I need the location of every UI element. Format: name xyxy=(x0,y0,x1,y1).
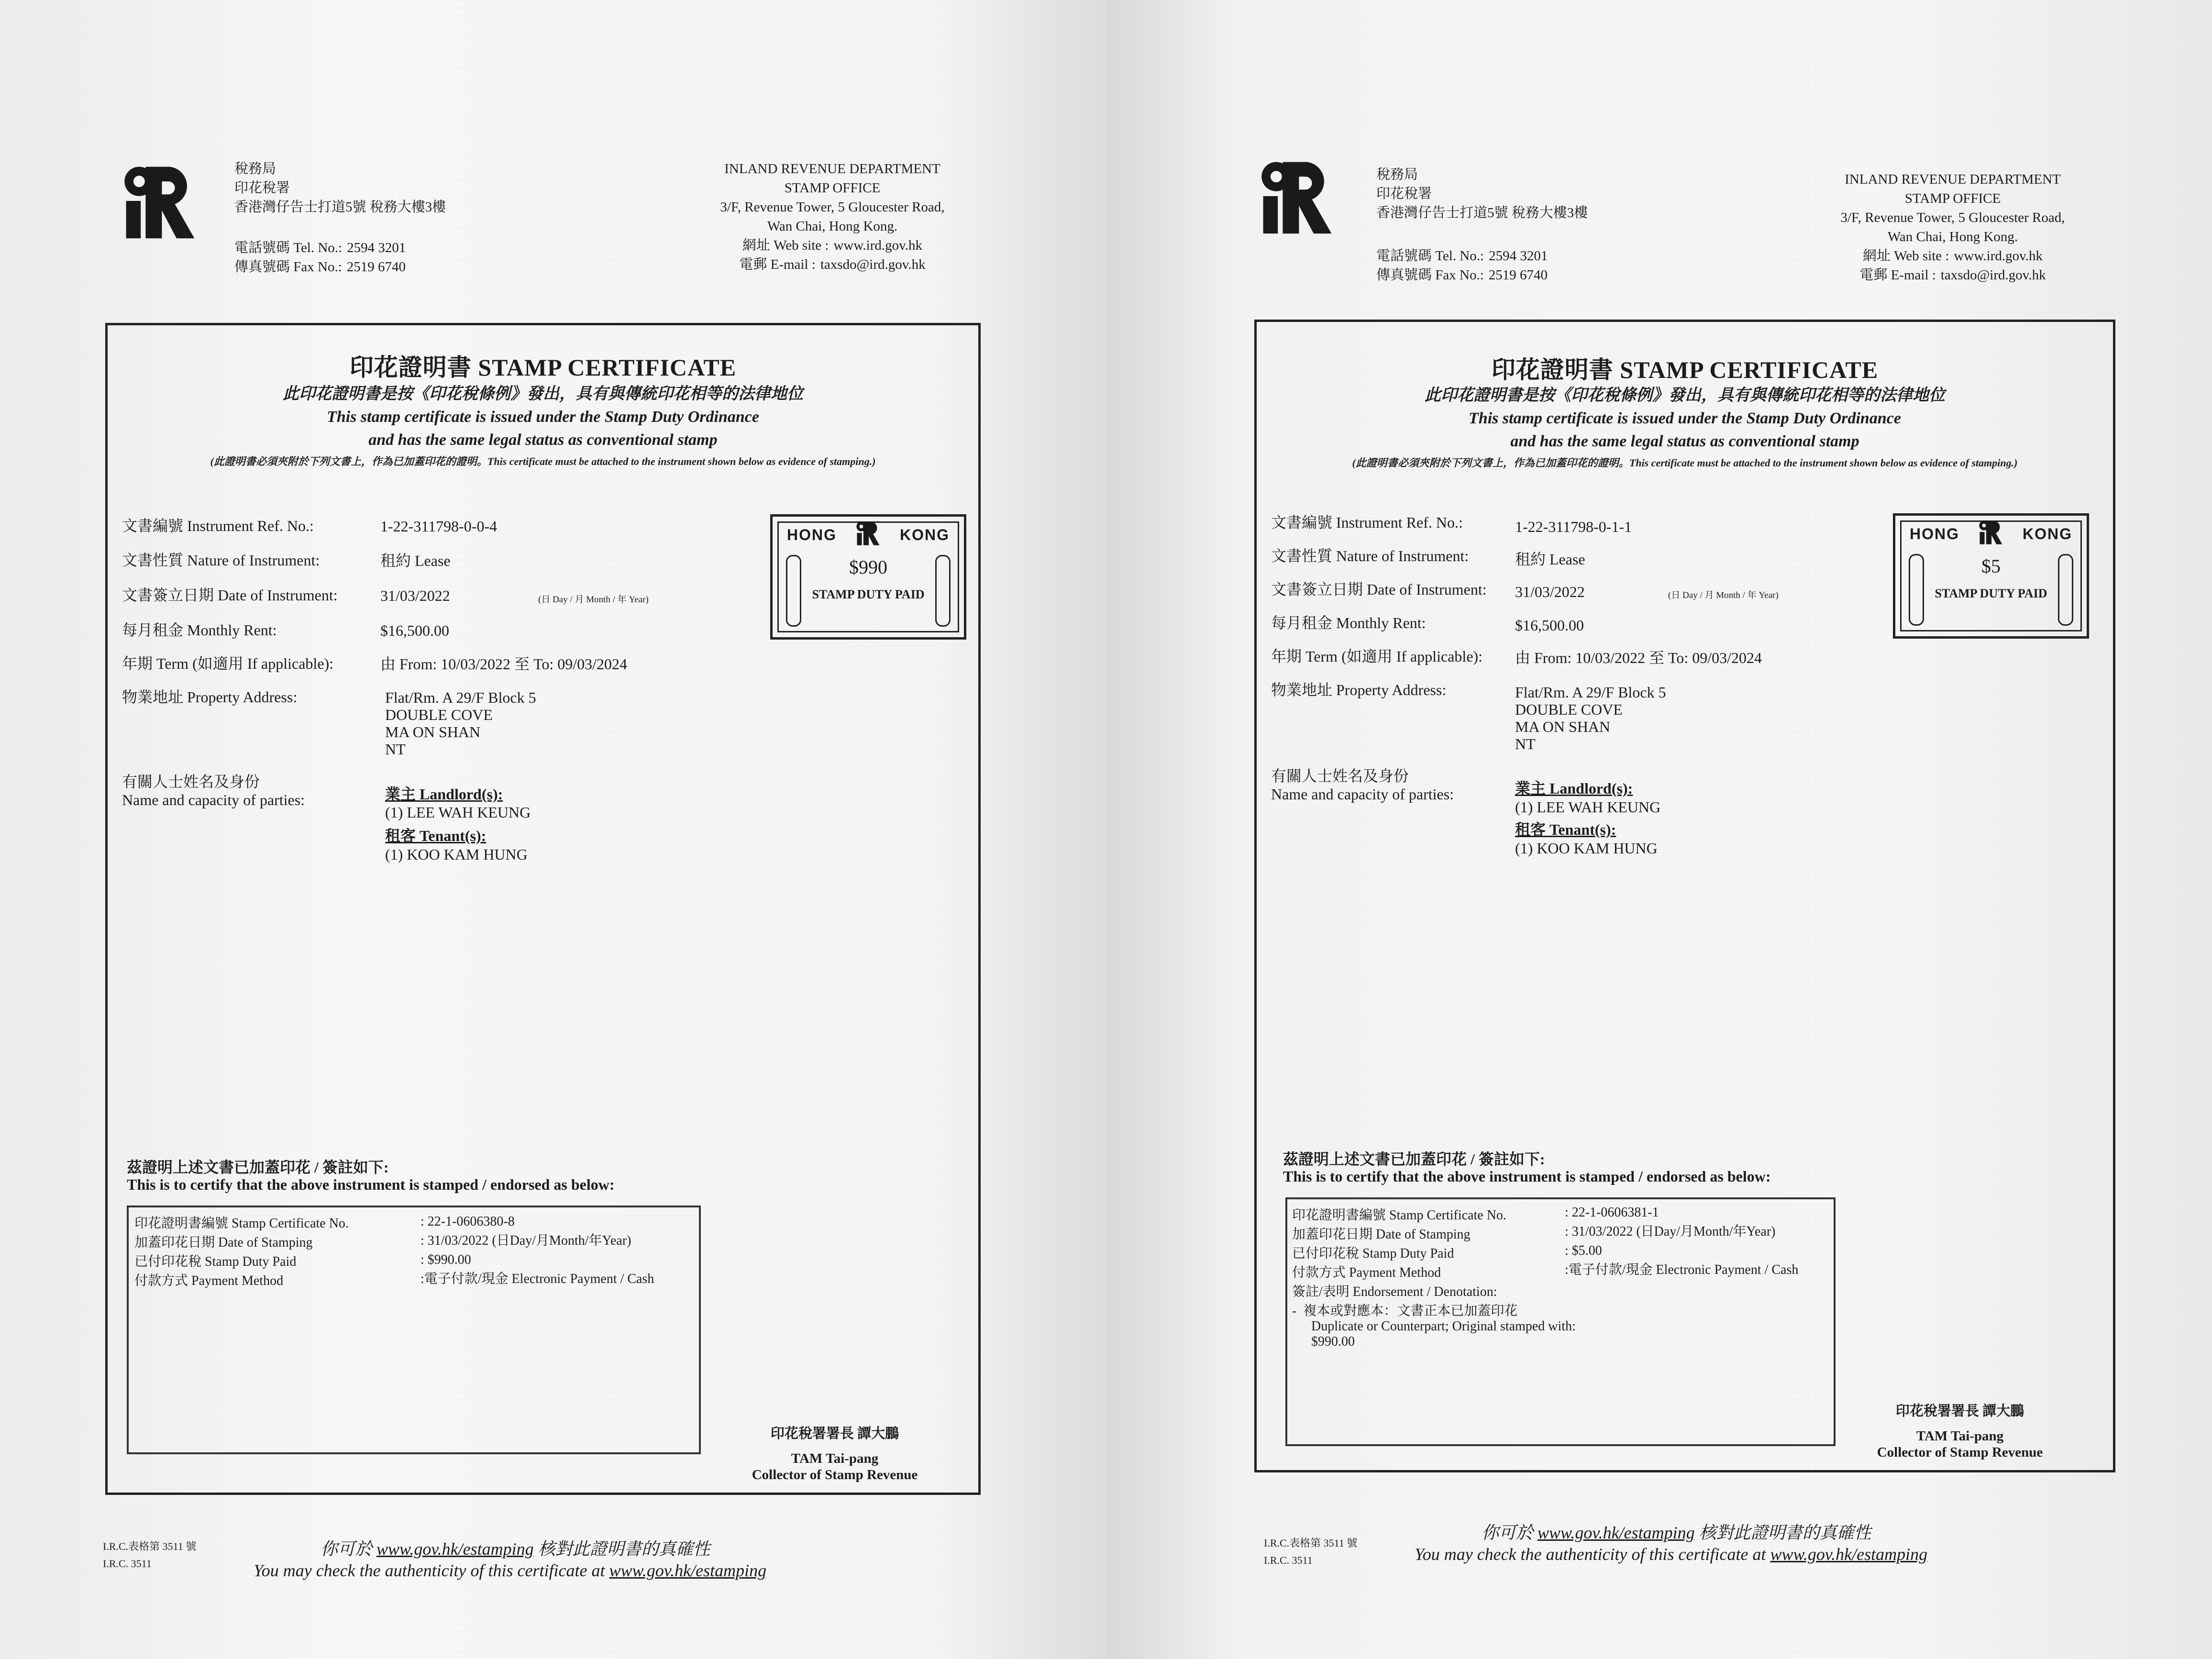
value-date: 31/03/2022 xyxy=(1515,583,1585,600)
estamping-link[interactable]: www.gov.hk/estamping xyxy=(1537,1523,1695,1542)
endorsement-text: - 複本或對應本：文書正本已加蓋印花 Duplicate or Counterpart; Original stamped with: $990.00 xyxy=(1292,1304,1576,1349)
website-link[interactable]: www.ird.gov.hk xyxy=(1954,248,2043,264)
tenant-heading: 租客 Tenant(s): xyxy=(385,827,487,844)
label-term: 年期 Term (如適用 If applicable): xyxy=(1271,648,1483,665)
stamping-date: : 31/03/2022 (日Day/月Month/年Year) xyxy=(1565,1224,1776,1239)
certificate-sub-en1: This stamp certificate is issued under the Stamp Duty Ordinance xyxy=(1469,409,1901,427)
tenant-name: (1) KOO KAM HUNG xyxy=(385,846,528,863)
certify-zh: 茲證明上述文書已加蓋印花 / 簽註如下: xyxy=(127,1159,389,1176)
label-term: 年期 Term (如適用 If applicable): xyxy=(122,655,334,672)
landlord-name: (1) LEE WAH KEUNG xyxy=(385,804,531,821)
estamping-link[interactable]: www.gov.hk/estamping xyxy=(1770,1545,1928,1564)
certificate-page-2 xyxy=(1106,0,2212,1659)
form-code: I.R.C.表格第 3511 號 I.R.C. 3511 xyxy=(1264,1537,1358,1566)
certify-en: This is to certify that the above instrument is stamped / endorsed as below: xyxy=(1283,1168,1771,1185)
certificate-title: 印花證明書 STAMP CERTIFICATE xyxy=(1491,356,1879,383)
label-date: 文書簽立日期 Date of Instrument: xyxy=(122,586,338,604)
duty-paid: : $990.00 xyxy=(420,1252,471,1267)
certificate-frame xyxy=(105,323,981,1495)
label-parties-zh: 有關人士姓名及身份 xyxy=(122,773,260,790)
label-address: 物業地址 Property Address: xyxy=(122,688,298,706)
header-zh-address: 稅務局 印花稅署 香港灣仔告士打道5號 稅務大樓3樓 xyxy=(234,161,446,215)
ird-logo-icon xyxy=(120,160,201,242)
ird-logo-icon xyxy=(1257,155,1338,237)
header-contact: 電話號碼 Tel. No.: 2594 3201 傳真號碼 Fax No.: 2519 6740 xyxy=(1376,248,1548,283)
header-en-address: INLAND REVENUE DEPARTMENT STAMP OFFICE 3/F, Revenue Tower, 5 Gloucester Road, Wan Chai, Hong Kong. 網址 Web site : www.ird.gov.hk 電郵 E-mail : taxsdo@ird.gov.hk xyxy=(720,161,945,272)
value-address: Flat/Rm. A 29/F Block 5 DOUBLE COVE MA ON SHAN NT xyxy=(385,689,536,758)
value-term: 由 From: 10/03/2022 至 To: 09/03/2024 xyxy=(1515,649,1762,666)
label-date: 文書簽立日期 Date of Instrument: xyxy=(1271,581,1487,598)
stamp-logo-icon xyxy=(1978,519,2004,545)
stamping-date: : 31/03/2022 (日Day/月Month/年Year) xyxy=(420,1233,631,1248)
payment-method: :電子付款/現金 Electronic Payment / Cash xyxy=(420,1272,654,1286)
stamping-details-box: 印花證明書編號 Stamp Certificate No. : 22-1-0606381-1 加蓋印花日期 Date of Stamping : 31/03/2022 (日Day/月Month/年Year) 已付印花稅 Stamp Duty Paid : $5.00 付款方式 Payment Method :電子付款/現金 Electronic Payment / Cash 簽註/表明 Endorsement / Denotation: - 複本或對應本：文書正本已加蓋印花 Duplicate or Counterpart; Original stamped with: $990.00 xyxy=(1285,1197,1836,1446)
value-ref: 1-22-311798-0-1-1 xyxy=(1515,518,1632,535)
label-address: 物業地址 Property Address: xyxy=(1271,681,1447,698)
value-date: 31/03/2022 xyxy=(380,587,450,604)
label-rent: 每月租金 Monthly Rent: xyxy=(1271,614,1426,631)
form-code: I.R.C.表格第 3511 號 I.R.C. 3511 xyxy=(103,1540,197,1570)
value-nature: 租約 Lease xyxy=(1515,551,1585,568)
estamping-link[interactable]: www.gov.hk/estamping xyxy=(609,1561,767,1580)
stamp-paid-label: STAMP DUTY PAID xyxy=(812,587,925,601)
stamp-certificate-no: : 22-1-0606381-1 xyxy=(1565,1205,1659,1220)
email-link[interactable]: taxsdo@ird.gov.hk xyxy=(1940,267,2046,283)
landlord-name: (1) LEE WAH KEUNG xyxy=(1515,798,1661,816)
certify-en: This is to certify that the above instrument is stamped / endorsed as below: xyxy=(127,1176,615,1193)
certify-zh: 茲證明上述文書已加蓋印花 / 簽註如下: xyxy=(1283,1150,1545,1168)
tenant-heading: 租客 Tenant(s): xyxy=(1515,821,1616,838)
stamping-details-box: 印花證明書編號 Stamp Certificate No. : 22-1-0606380-8 加蓋印花日期 Date of Stamping : 31/03/2022 (日Day/月Month/年Year) 已付印花稅 Stamp Duty Paid : $990.00 付款方式 Payment Method :電子付款/現金 Electronic Payment / Cash xyxy=(127,1206,701,1454)
footer-zh: 你可於 www.gov.hk/estamping 核對此證明書的真確性 xyxy=(1482,1523,1871,1542)
stamp-paid-label: STAMP DUTY PAID xyxy=(1935,586,2047,600)
header-en-address: INLAND REVENUE DEPARTMENT STAMP OFFICE 3/F, Revenue Tower, 5 Gloucester Road, Wan Chai, Hong Kong. 網址 Web site : www.ird.gov.hk 電郵 E-mail : taxsdo@ird.gov.hk xyxy=(1840,172,2065,283)
certificate-sub-en1: This stamp certificate is issued under the Stamp Duty Ordinance xyxy=(327,408,759,426)
header-contact: 電話號碼 Tel. No.: 2594 3201 傳真號碼 Fax No.: 2519 6740 xyxy=(234,240,406,275)
endorsement-label: 簽註/表明 Endorsement / Denotation: xyxy=(1292,1284,1497,1299)
value-term: 由 From: 10/03/2022 至 To: 09/03/2024 xyxy=(380,655,628,673)
certificate-title: 印花證明書 STAMP CERTIFICATE xyxy=(349,354,737,381)
payment-method: :電子付款/現金 Electronic Payment / Cash xyxy=(1565,1262,1799,1277)
label-parties-zh: 有關人士姓名及身份 xyxy=(1271,767,1409,785)
label-parties-en: Name and capacity of parties: xyxy=(1271,785,1454,803)
value-rent: $16,500.00 xyxy=(1515,617,1584,634)
value-rent: $16,500.00 xyxy=(380,622,449,639)
certificate-sub-en2: and has the same legal status as conventional stamp xyxy=(1510,432,1859,450)
certificate-sub-zh: 此印花證明書是按《印花稅條例》發出，具有與傳統印花相等的法律地位 xyxy=(283,385,803,403)
stamp-amount: $5 xyxy=(1981,555,2001,577)
website-link[interactable]: www.ird.gov.hk xyxy=(833,238,923,253)
certificate-sub-zh: 此印花證明書是按《印花稅條例》發出，具有與傳統印花相等的法律地位 xyxy=(1425,387,1945,404)
date-hint: (日 Day / 月 Month / 年 Year) xyxy=(538,595,649,605)
landlord-heading: 業主 Landlord(s): xyxy=(1515,780,1633,797)
stamp-duty-seal: HONG KONG $5 STAMP DUTY PAID xyxy=(1893,513,2089,639)
email-link[interactable]: taxsdo@ird.gov.hk xyxy=(820,257,926,272)
value-nature: 租約 Lease xyxy=(380,552,451,569)
landlord-heading: 業主 Landlord(s): xyxy=(385,785,503,803)
footer-en: You may check the authenticity of this certificate at www.gov.hk/estamping xyxy=(254,1561,767,1580)
label-rent: 每月租金 Monthly Rent: xyxy=(122,621,277,639)
label-nature: 文書性質 Nature of Instrument: xyxy=(1271,547,1469,564)
label-nature: 文書性質 Nature of Instrument: xyxy=(122,552,320,569)
estamping-link[interactable]: www.gov.hk/estamping xyxy=(376,1539,534,1559)
certificate-frame xyxy=(1254,320,2115,1472)
stamp-duty-seal: HONG KONG $990 STAMP DUTY PAID xyxy=(770,514,966,640)
collector-signature: 印花稅署署長 譚大鵬 TAM Tai-pang Collector of Stamp Revenue xyxy=(752,1426,918,1482)
label-ref: 文書編號 Instrument Ref. No.: xyxy=(122,517,314,534)
date-hint: (日 Day / 月 Month / 年 Year) xyxy=(1668,590,1779,600)
value-ref: 1-22-311798-0-0-4 xyxy=(380,518,498,535)
certificate-note: (此證明書必須夾附於下列文書上，作為已加蓋印花的證明。This certificate must be attached to the instrument shown below as evidence of stamping.) xyxy=(210,455,876,467)
tenant-name: (1) KOO KAM HUNG xyxy=(1515,840,1658,857)
collector-signature: 印花稅署署長 譚大鵬 TAM Tai-pang Collector of Stamp Revenue xyxy=(1877,1404,2043,1460)
footer-en: You may check the authenticity of this certificate at www.gov.hk/estamping xyxy=(1415,1545,1928,1564)
label-ref: 文書編號 Instrument Ref. No.: xyxy=(1271,514,1463,531)
stamp-amount: $990 xyxy=(849,556,887,578)
stamp-certificate-no: : 22-1-0606380-8 xyxy=(420,1214,515,1229)
stamp-logo-icon xyxy=(855,520,882,546)
footer-zh: 你可於 www.gov.hk/estamping 核對此證明書的真確性 xyxy=(321,1539,710,1559)
header-zh-address: 稅務局 印花稅署 香港灣仔告士打道5號 稅務大樓3樓 xyxy=(1376,167,1588,221)
value-address: Flat/Rm. A 29/F Block 5 DOUBLE COVE MA ON SHAN NT xyxy=(1515,684,1666,752)
certificate-sub-en2: and has the same legal status as conventional stamp xyxy=(368,431,718,449)
certificate-note: (此證明書必須夾附於下列文書上，作為已加蓋印花的證明。This certificate must be attached to the instrument shown below as evidence of stamping.) xyxy=(1352,457,2018,469)
label-parties-en: Name and capacity of parties: xyxy=(122,791,305,808)
duty-paid: : $5.00 xyxy=(1565,1243,1602,1258)
